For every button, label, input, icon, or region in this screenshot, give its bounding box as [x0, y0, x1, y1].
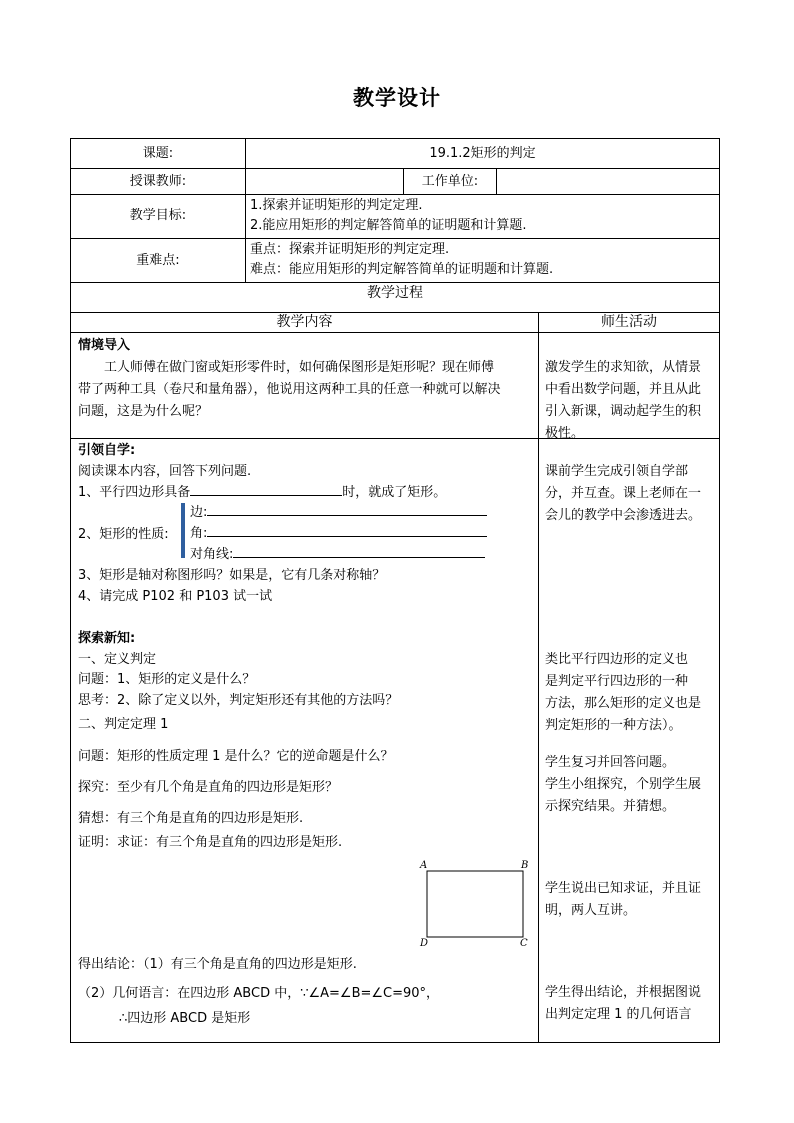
answer-blank[interactable] — [207, 524, 487, 537]
paragraph-line: （2）几何语言：在四边形 ABCD 中，∵∠A=∠B=∠C=90°， — [78, 986, 440, 1001]
activity-line: 激发学生的求知欲，从情景 — [545, 360, 702, 375]
question-line — [78, 482, 446, 504]
activity-line: 极性。 — [545, 426, 585, 441]
question-text: 1、平行四边形具备 — [78, 485, 191, 500]
keypoint-item: 重点：探索并证明矩形的判定定理. — [250, 242, 450, 257]
question-text: 时，就成了矩形。 — [342, 485, 447, 500]
activity-line: 方法，那么矩形的定义也是 — [545, 696, 702, 711]
keypoint-item: 难点：能应用矩形的判定解答简单的证明题和计算题. — [250, 262, 554, 277]
table-divider — [496, 168, 497, 194]
paragraph-line: 问题：矩形的性质定理 1 是什么？它的逆命题是什么？ — [78, 749, 394, 764]
teacher-label: 授课教师: — [129, 174, 187, 189]
table-border-left — [70, 138, 71, 1042]
table-border-top — [70, 138, 720, 139]
topic-label: 课题: — [142, 146, 174, 161]
answer-blank[interactable] — [207, 503, 487, 516]
vertex-label-a: A — [420, 860, 428, 871]
activity-line: 课前学生完成引领自学部 — [545, 464, 689, 479]
vertex-label-c: C — [520, 938, 528, 949]
activity-line: 中看出数学问题，并且从此 — [545, 382, 702, 397]
property-label: 对角线: — [190, 547, 234, 562]
brace-mark — [181, 503, 185, 558]
table-border-right — [719, 138, 720, 1042]
paragraph-line: 二、判定定理 1 — [78, 717, 169, 732]
property-item — [190, 502, 487, 524]
paragraph-line: 得出结论：（1）有三个角是直角的四边形是矩形. — [78, 957, 357, 972]
table-divider — [70, 438, 720, 439]
table-divider — [70, 168, 720, 169]
table-divider — [70, 332, 720, 333]
paragraph-line: 问题，这是为什么呢？ — [78, 404, 209, 419]
activity-line: 会儿的教学中会渗透进去。 — [545, 508, 702, 523]
paragraph-line: ∴四边形 ABCD 是矩形 — [119, 1011, 251, 1026]
unit-label: 工作单位: — [421, 174, 479, 189]
properties-label: 2、矩形的性质: — [78, 527, 169, 542]
section-title: 引领自学: — [78, 443, 136, 458]
paragraph-line: 工人师傅在做门窗或矩形零件时，如何确保图形是矩形呢？现在师傅 — [104, 360, 495, 375]
goal-item: 2.能应用矩形的判定解答简单的证明题和计算题. — [250, 218, 527, 233]
paragraph-line: 思考：2、除了定义以外，判定矩形还有其他的方法吗？ — [78, 693, 399, 708]
activity-line: 是判定平行四边形的一种 — [545, 674, 689, 689]
table-divider — [70, 238, 720, 239]
rectangle-shape — [427, 871, 523, 937]
activity-line: 示探究结果。并猜想。 — [545, 799, 676, 814]
activity-line: 引入新课，调动起学生的积 — [545, 404, 702, 419]
paragraph-line: 带了两种工具（卷尺和量角器），他说用这两种工具的任意一种就可以解决 — [78, 382, 501, 397]
property-label: 角: — [190, 526, 208, 541]
paragraph-line: 问题：1、矩形的定义是什么？ — [78, 672, 256, 687]
section-title: 情境导入 — [78, 338, 131, 353]
paragraph-line: 证明：求证：有三个角是直角的四边形是矩形. — [78, 835, 343, 850]
content-column-header: 教学内容 — [276, 314, 333, 330]
answer-blank[interactable] — [190, 483, 342, 496]
goals-label: 教学目标: — [129, 208, 187, 223]
property-label: 边: — [190, 505, 208, 520]
table-divider — [70, 282, 720, 283]
activity-line: 学生得出结论，并根据图说 — [545, 985, 702, 1000]
activity-line: 出判定定理 1 的几何语言 — [545, 1007, 692, 1022]
activity-line: 学生小组探究，个别学生展 — [545, 777, 702, 792]
vertex-label-b: B — [521, 860, 529, 871]
answer-blank[interactable] — [233, 545, 485, 558]
vertex-label-d: D — [420, 938, 429, 949]
activity-line: 判定矩形的一种方法）。 — [545, 718, 682, 733]
activity-line: 学生复习并回答问题。 — [545, 755, 676, 770]
paragraph-line: 一、定义判定 — [78, 652, 157, 667]
paragraph-line: 探究：至少有几个角是直角的四边形是矩形？ — [78, 780, 339, 795]
paragraph-line: 阅读课本内容，回答下列问题. — [78, 464, 252, 479]
process-heading: 教学过程 — [367, 285, 423, 301]
activity-line: 分，并互查。课上老师在一 — [545, 486, 702, 501]
activity-line: 明，两人互讲。 — [545, 903, 637, 918]
property-item — [190, 523, 487, 545]
activity-line: 学生说出已知求证，并且证 — [545, 881, 702, 896]
table-divider — [538, 312, 539, 1042]
table-divider — [70, 194, 720, 195]
page-title: 教学设计 — [353, 86, 441, 110]
topic-value: 19.1.2矩形的判定 — [429, 146, 536, 161]
keypoints-label: 重难点: — [136, 253, 180, 268]
question-line: 4、请完成 P102 和 P103 试一试 — [78, 589, 273, 604]
goal-item: 1.探索并证明矩形的判定定理. — [250, 198, 423, 213]
section-title: 探索新知: — [78, 631, 136, 646]
activity-line: 类比平行四边形的定义也 — [545, 652, 689, 667]
question-line: 3、矩形是轴对称图形吗？如果是，它有几条对称轴？ — [78, 568, 386, 583]
paragraph-line: 猜想：有三个角是直角的四边形是矩形. — [78, 811, 304, 826]
table-border-bottom — [70, 1042, 720, 1043]
rectangle-figure — [418, 858, 533, 950]
property-item — [190, 544, 485, 566]
activity-column-header: 师生活动 — [601, 314, 657, 330]
